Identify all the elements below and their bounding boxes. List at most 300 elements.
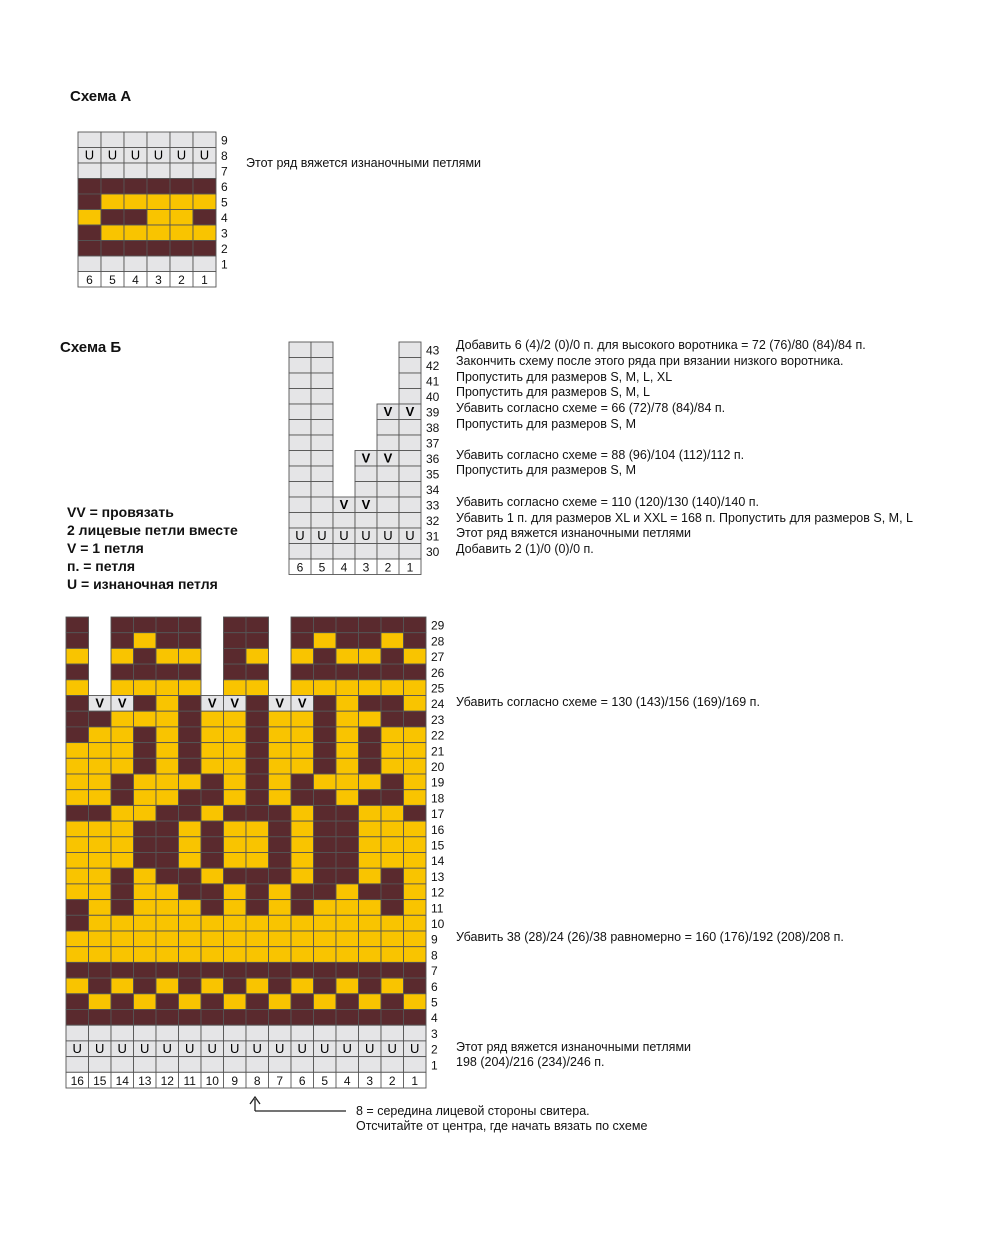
chart-cell	[246, 680, 269, 696]
chart-cell	[314, 1010, 337, 1026]
chart-cell	[381, 962, 404, 978]
chart-cell	[78, 179, 101, 195]
chart-cell	[359, 774, 382, 790]
chart-cell	[201, 805, 224, 821]
chart-cell	[156, 962, 179, 978]
chart-cell	[404, 947, 427, 963]
chart-cell	[66, 994, 89, 1010]
chart-cell	[291, 915, 314, 931]
chart-cell	[404, 821, 427, 837]
chart-cell	[355, 513, 377, 529]
chart-cell	[289, 451, 311, 467]
chart-cell	[404, 648, 427, 664]
row-number: 39	[426, 405, 440, 420]
chart-cell	[156, 853, 179, 869]
decrease-symbol: V	[230, 695, 240, 711]
chart-cell	[336, 633, 359, 649]
scheme-b-note: Добавить 2 (1)/0 (0)/0 п.	[456, 542, 594, 556]
scheme-b-note: Убавить согласно схеме = 88 (96)/104 (112)/112 п.	[456, 448, 745, 462]
chart-cell	[111, 1057, 134, 1073]
chart-cell	[246, 1057, 269, 1073]
chart-cell	[179, 774, 202, 790]
chart-cell	[89, 994, 112, 1010]
chart-cell	[66, 947, 89, 963]
chart-cell	[291, 1057, 314, 1073]
chart-cell	[399, 373, 421, 389]
chart-cell	[404, 931, 427, 947]
chart-cell	[381, 931, 404, 947]
chart-cell	[336, 900, 359, 916]
chart-cell	[101, 241, 124, 257]
chart-cell	[336, 962, 359, 978]
decrease-symbol: V	[383, 404, 393, 419]
chart-cell	[314, 633, 337, 649]
chart-cell	[134, 696, 157, 712]
chart-cell	[201, 727, 224, 743]
row-number: 33	[426, 498, 440, 513]
chart-cell	[224, 884, 247, 900]
chart-cell	[269, 1057, 292, 1073]
chart-cell	[201, 884, 224, 900]
decrease-symbol: V	[339, 497, 349, 512]
chart-cell	[78, 210, 101, 226]
decrease-symbol: V	[297, 695, 307, 711]
chart-cell	[134, 900, 157, 916]
chart-cell	[399, 513, 421, 529]
purl-symbol: U	[117, 1041, 127, 1057]
chart-cell	[156, 790, 179, 806]
chart-cell	[224, 727, 247, 743]
chart-cell	[66, 617, 89, 633]
chart-cell	[124, 163, 147, 179]
chart-cell	[111, 821, 134, 837]
chart-cell	[89, 915, 112, 931]
chart-cell	[311, 389, 333, 405]
purl-symbol: U	[361, 528, 371, 543]
decrease-symbol: V	[361, 497, 371, 512]
column-number: 6	[296, 560, 304, 575]
chart-cell	[314, 727, 337, 743]
chart-cell	[333, 544, 355, 560]
scheme-c-grid	[66, 617, 445, 1088]
chart-cell	[291, 837, 314, 853]
chart-cell	[336, 790, 359, 806]
column-number: 5	[109, 273, 116, 287]
row-number: 24	[431, 697, 445, 712]
row-number: 37	[426, 436, 440, 451]
row-number: 17	[431, 807, 445, 822]
chart-cell	[359, 617, 382, 633]
chart-cell	[156, 1025, 179, 1041]
chart-cell	[336, 727, 359, 743]
chart-cell	[179, 805, 202, 821]
chart-cell	[89, 900, 112, 916]
chart-cell	[355, 482, 377, 498]
chart-cell	[336, 978, 359, 994]
chart-cell	[336, 648, 359, 664]
scheme-b-note: Закончить схему после этого ряда при вязании низкого воротника.	[456, 354, 844, 368]
chart-cell	[269, 743, 292, 759]
chart-cell	[336, 821, 359, 837]
purl-symbol: U	[107, 147, 118, 163]
chart-cell	[246, 853, 269, 869]
chart-cell	[179, 868, 202, 884]
chart-cell	[201, 915, 224, 931]
chart-cell	[111, 1010, 134, 1026]
chart-cell	[381, 868, 404, 884]
chart-cell	[381, 1057, 404, 1073]
row-number: 42	[426, 359, 440, 373]
chart-cell	[89, 1010, 112, 1026]
chart-cell	[156, 931, 179, 947]
chart-cell	[134, 680, 157, 696]
chart-cell	[89, 1057, 112, 1073]
chart-cell	[66, 664, 89, 680]
chart-cell	[111, 900, 134, 916]
chart-cell	[224, 821, 247, 837]
chart-cell	[336, 696, 359, 712]
chart-cell	[246, 790, 269, 806]
chart-cell	[156, 727, 179, 743]
row-number: 30	[426, 545, 440, 559]
chart-cell	[111, 1025, 134, 1041]
chart-cell	[314, 1057, 337, 1073]
purl-symbol: U	[365, 1041, 375, 1057]
chart-cell	[193, 179, 216, 195]
row-number: 3	[431, 1026, 438, 1041]
decrease-symbol: V	[275, 695, 285, 711]
chart-cell	[66, 774, 89, 790]
chart-cell	[66, 884, 89, 900]
chart-cell	[246, 774, 269, 790]
chart-cell	[111, 915, 134, 931]
scheme-c-note-row1: 198 (204)/216 (234)/246 п.	[456, 1055, 605, 1069]
row-number: 4	[221, 211, 228, 225]
chart-cell	[246, 648, 269, 664]
chart-cell	[89, 837, 112, 853]
purl-symbol: U	[130, 147, 141, 163]
column-number: 1	[201, 273, 208, 287]
chart-cell	[66, 633, 89, 649]
row-number: 7	[221, 164, 228, 179]
chart-cell	[124, 179, 147, 195]
row-number: 26	[431, 665, 445, 680]
chart-cell	[201, 758, 224, 774]
chart-cell	[381, 900, 404, 916]
chart-cell	[134, 790, 157, 806]
chart-cell	[179, 758, 202, 774]
chart-cell	[359, 915, 382, 931]
chart-cell	[314, 837, 337, 853]
chart-cell	[269, 1025, 292, 1041]
chart-cell	[336, 1010, 359, 1026]
chart-cell	[134, 727, 157, 743]
chart-cell	[179, 837, 202, 853]
chart-cell	[134, 978, 157, 994]
chart-cell	[336, 743, 359, 759]
chart-cell	[359, 1057, 382, 1073]
chart-cell	[89, 743, 112, 759]
chart-cell	[89, 774, 112, 790]
chart-cell	[336, 617, 359, 633]
chart-cell	[399, 358, 421, 374]
row-number: 10	[431, 917, 445, 931]
chart-cell	[78, 241, 101, 257]
chart-cell	[289, 404, 311, 420]
chart-cell	[359, 900, 382, 916]
chart-cell	[179, 821, 202, 837]
chart-cell	[381, 821, 404, 837]
chart-cell	[201, 962, 224, 978]
chart-cell	[89, 853, 112, 869]
chart-cell	[291, 790, 314, 806]
chart-cell	[224, 978, 247, 994]
row-number: 16	[431, 822, 445, 837]
purl-symbol: U	[140, 1041, 150, 1057]
chart-cell	[404, 1010, 427, 1026]
chart-cell	[246, 868, 269, 884]
chart-cell	[101, 194, 124, 210]
chart-cell	[246, 837, 269, 853]
center-arrow-icon	[250, 1097, 346, 1111]
chart-cell	[89, 821, 112, 837]
chart-cell	[134, 1057, 157, 1073]
row-number: 40	[426, 390, 440, 404]
chart-cell	[269, 915, 292, 931]
column-number: 2	[178, 273, 185, 287]
chart-cell	[377, 435, 399, 451]
chart-cell	[269, 790, 292, 806]
chart-cell	[246, 821, 269, 837]
chart-cell	[314, 743, 337, 759]
chart-cell	[156, 900, 179, 916]
chart-cell	[314, 696, 337, 712]
chart-cell	[314, 758, 337, 774]
chart-cell	[66, 696, 89, 712]
chart-cell	[156, 1010, 179, 1026]
chart-cell	[170, 163, 193, 179]
chart-cell	[269, 727, 292, 743]
chart-cell	[66, 1010, 89, 1026]
chart-cell	[289, 420, 311, 436]
chart-cell	[291, 962, 314, 978]
purl-symbol: U	[317, 528, 327, 543]
chart-cell	[111, 868, 134, 884]
chart-cell	[101, 256, 124, 272]
chart-cell	[201, 1057, 224, 1073]
chart-cell	[224, 664, 247, 680]
column-number: 6	[86, 273, 93, 287]
chart-cell	[314, 711, 337, 727]
chart-cell	[224, 868, 247, 884]
row-number: 13	[431, 869, 445, 884]
chart-cell	[101, 179, 124, 195]
chart-cell	[111, 994, 134, 1010]
chart-cell	[404, 994, 427, 1010]
purl-symbol: U	[72, 1041, 82, 1057]
chart-cell	[289, 482, 311, 498]
row-number: 11	[431, 901, 444, 916]
chart-cell	[224, 743, 247, 759]
chart-cell	[246, 633, 269, 649]
chart-cell	[124, 225, 147, 241]
chart-cell	[124, 194, 147, 210]
purl-symbol: U	[162, 1041, 172, 1057]
chart-cell	[224, 805, 247, 821]
chart-cell	[224, 931, 247, 947]
chart-cell	[156, 1057, 179, 1073]
chart-cell	[291, 884, 314, 900]
chart-cell	[179, 853, 202, 869]
scheme-c-note-row9: Убавить 38 (28)/24 (26)/38 равномерно = 160 (176)/192 (208)/208 п.	[456, 930, 844, 944]
chart-cell	[404, 790, 427, 806]
chart-cell	[404, 978, 427, 994]
column-number: 4	[343, 1074, 351, 1088]
row-number: 9	[431, 932, 438, 947]
chart-cell	[359, 884, 382, 900]
chart-cell	[381, 1025, 404, 1041]
chart-cell	[134, 853, 157, 869]
chart-cell	[201, 837, 224, 853]
chart-cell	[179, 790, 202, 806]
row-number: 6	[221, 180, 228, 194]
chart-cell	[404, 1057, 427, 1073]
chart-cell	[404, 868, 427, 884]
chart-cell	[336, 947, 359, 963]
chart-cell	[224, 774, 247, 790]
chart-cell	[314, 774, 337, 790]
chart-cell	[399, 544, 421, 560]
chart-cell	[314, 884, 337, 900]
scheme-b-grid	[289, 342, 440, 575]
chart-cell	[399, 466, 421, 482]
chart-cell	[314, 821, 337, 837]
chart-cell	[170, 225, 193, 241]
chart-cell	[336, 1057, 359, 1073]
chart-cell	[156, 774, 179, 790]
chart-cell	[291, 711, 314, 727]
chart-cell	[289, 497, 311, 513]
row-number: 22	[431, 728, 445, 743]
chart-cell	[179, 1057, 202, 1073]
chart-cell	[404, 664, 427, 680]
chart-cell	[156, 617, 179, 633]
chart-cell	[89, 868, 112, 884]
chart-cell	[359, 978, 382, 994]
chart-cell	[359, 805, 382, 821]
chart-cell	[201, 931, 224, 947]
chart-cell	[246, 994, 269, 1010]
chart-cell	[246, 1025, 269, 1041]
chart-cell	[111, 664, 134, 680]
chart-cell	[399, 482, 421, 498]
chart-cell	[311, 497, 333, 513]
chart-cell	[291, 648, 314, 664]
chart-cell	[291, 931, 314, 947]
chart-cell	[134, 664, 157, 680]
decrease-symbol: V	[117, 695, 127, 711]
chart-cell	[399, 497, 421, 513]
chart-cell	[314, 915, 337, 931]
chart-cell	[124, 210, 147, 226]
chart-cell	[381, 617, 404, 633]
chart-cell	[269, 1010, 292, 1026]
chart-cell	[311, 544, 333, 560]
chart-cell	[269, 931, 292, 947]
row-number: 32	[426, 514, 440, 528]
chart-cell	[224, 853, 247, 869]
scheme-c-note-row2: Этот ряд вяжется изнаночными петлями	[456, 1040, 692, 1054]
chart-cell	[269, 821, 292, 837]
chart-cell	[170, 132, 193, 148]
chart-cell	[359, 1025, 382, 1041]
chart-cell	[336, 868, 359, 884]
column-number: 15	[93, 1074, 107, 1088]
row-number: 23	[431, 712, 445, 727]
purl-symbol: U	[297, 1041, 307, 1057]
chart-cell	[291, 727, 314, 743]
column-number: 3	[155, 273, 162, 287]
chart-cell	[289, 466, 311, 482]
chart-cell	[156, 743, 179, 759]
chart-cell	[381, 711, 404, 727]
chart-cell	[66, 758, 89, 774]
chart-cell	[381, 758, 404, 774]
purl-symbol: U	[405, 528, 415, 543]
chart-cell	[289, 513, 311, 529]
chart-cell	[156, 648, 179, 664]
chart-cell	[111, 648, 134, 664]
chart-cell	[111, 931, 134, 947]
chart-cell	[314, 978, 337, 994]
chart-cell	[201, 868, 224, 884]
chart-cell	[179, 696, 202, 712]
chart-cell	[78, 194, 101, 210]
chart-cell	[381, 680, 404, 696]
chart-cell	[134, 633, 157, 649]
chart-cell	[404, 900, 427, 916]
row-number: 6	[431, 979, 438, 994]
chart-cell	[179, 617, 202, 633]
chart-cell	[66, 727, 89, 743]
chart-cell	[381, 696, 404, 712]
chart-cell	[336, 853, 359, 869]
chart-cell	[246, 727, 269, 743]
chart-cell	[201, 1025, 224, 1041]
chart-cell	[156, 837, 179, 853]
chart-cell	[193, 210, 216, 226]
chart-cell	[224, 617, 247, 633]
chart-cell	[179, 931, 202, 947]
chart-cell	[66, 743, 89, 759]
column-number: 11	[183, 1074, 196, 1088]
chart-cell	[269, 900, 292, 916]
chart-cell	[134, 1025, 157, 1041]
scheme-b-note: Пропустить для размеров S, M	[456, 417, 637, 431]
chart-cell	[201, 790, 224, 806]
chart-cell	[291, 1010, 314, 1026]
chart-cell	[359, 664, 382, 680]
chart-cell	[404, 743, 427, 759]
row-number: 18	[431, 791, 445, 806]
chart-cell	[111, 853, 134, 869]
chart-cell	[311, 466, 333, 482]
chart-cell	[147, 256, 170, 272]
row-number: 34	[426, 483, 440, 497]
chart-cell	[359, 821, 382, 837]
chart-cell	[89, 790, 112, 806]
chart-cell	[111, 884, 134, 900]
